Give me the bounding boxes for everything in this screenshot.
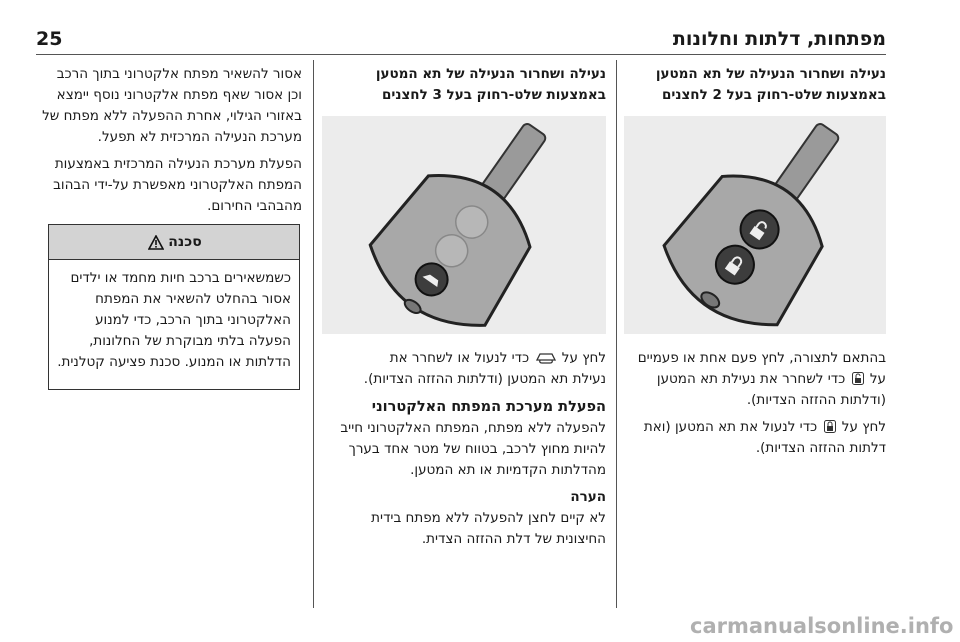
column-right [624, 64, 886, 465]
watermark: carmanualsonline.info [690, 614, 954, 638]
danger-box [48, 224, 300, 390]
note-heading: הערה [570, 489, 606, 505]
column-left [40, 64, 302, 223]
section-title-2-button: נעילה ושחרור הנעילה של תא המטען באמצעות שלט-רחוק בעל 2 לחצנים [655, 66, 886, 103]
column-divider-right [616, 60, 617, 608]
paragraph-central-locking: הפעלת מערכת הנעילה המרכזית באמצעות המפתח האלקטרוני מאפשרת על-ידי הבהוב מהבהבי החירום. [53, 156, 302, 214]
section-heading-keyless: הפעלת מערכת המפתח האלקטרוני [371, 399, 606, 415]
paragraph-3-button-trunk: לחץ על כדי לנעול או לשחרר את נעילת תא המטען (ודלתות ההזזה הצדיות). [363, 350, 606, 387]
danger-body: כשמשאירים ברכב חיות מחמד או ילדים אסור בהחלט להשאיר את המפתח האלקטרוני בתוך הרכב, כדי למנוע הפעלה בלתי מבוקרת של החלונות, הדלתות או המנוע. סכנת פציעה קטלנית. [57, 270, 291, 370]
unlock-icon [852, 371, 864, 384]
paragraph-keyless-range: להפעלה ללא מפתח, המפתח האלקטרוני חייב להיות מחוץ לרכב, בטווח של מטר אחד בערך מהדלתות הקדמיות או תא המטען. [340, 420, 606, 478]
section-title-3-button: נעילה ושחרור הנעילה של תא המטען באמצעות שלט-רחוק בעל 3 לחצנים [375, 66, 606, 103]
page-title: מפתחות, דלתות וחלונות [672, 28, 886, 50]
paragraph-lock-2-button: לחץ על כדי לנעול את תא המטען (ואת דלתות ההזזה הצדיות). [643, 419, 886, 456]
paragraph-unlock-2-button: בהתאם לתצורה, לחץ פעם אחת או פעמיים על כדי לשחרר את נעילת תא המטען (ודלתות ההזזה הצדיות). [637, 350, 886, 408]
danger-header: סכנה [49, 225, 299, 260]
key-2-buttons-image [624, 116, 886, 334]
trunk-icon [536, 350, 556, 363]
warning-icon [148, 235, 164, 250]
note-body: לא קיים לחצן להפעלה ללא מפתח בידית החיצונית של דלת ההזזה הצדית. [371, 510, 606, 547]
lock-icon [824, 419, 836, 432]
column-middle [322, 64, 606, 556]
header-rule [36, 54, 886, 55]
key-3-buttons-image [322, 116, 606, 334]
page-number: 25 [36, 28, 63, 50]
paragraph-keyless-warning: אסור להשאיר מפתח אלקטרוני בתוך הרכב וכן אסור שאף מפתח אלקטרוני נוסף יימצא באזורי הגילוי, אחרת ההפעלה ללא מפתח של מערכת הנעילה המרכזית לא תפעל. [42, 66, 302, 145]
page-header [36, 28, 886, 54]
column-divider-left [313, 60, 314, 608]
